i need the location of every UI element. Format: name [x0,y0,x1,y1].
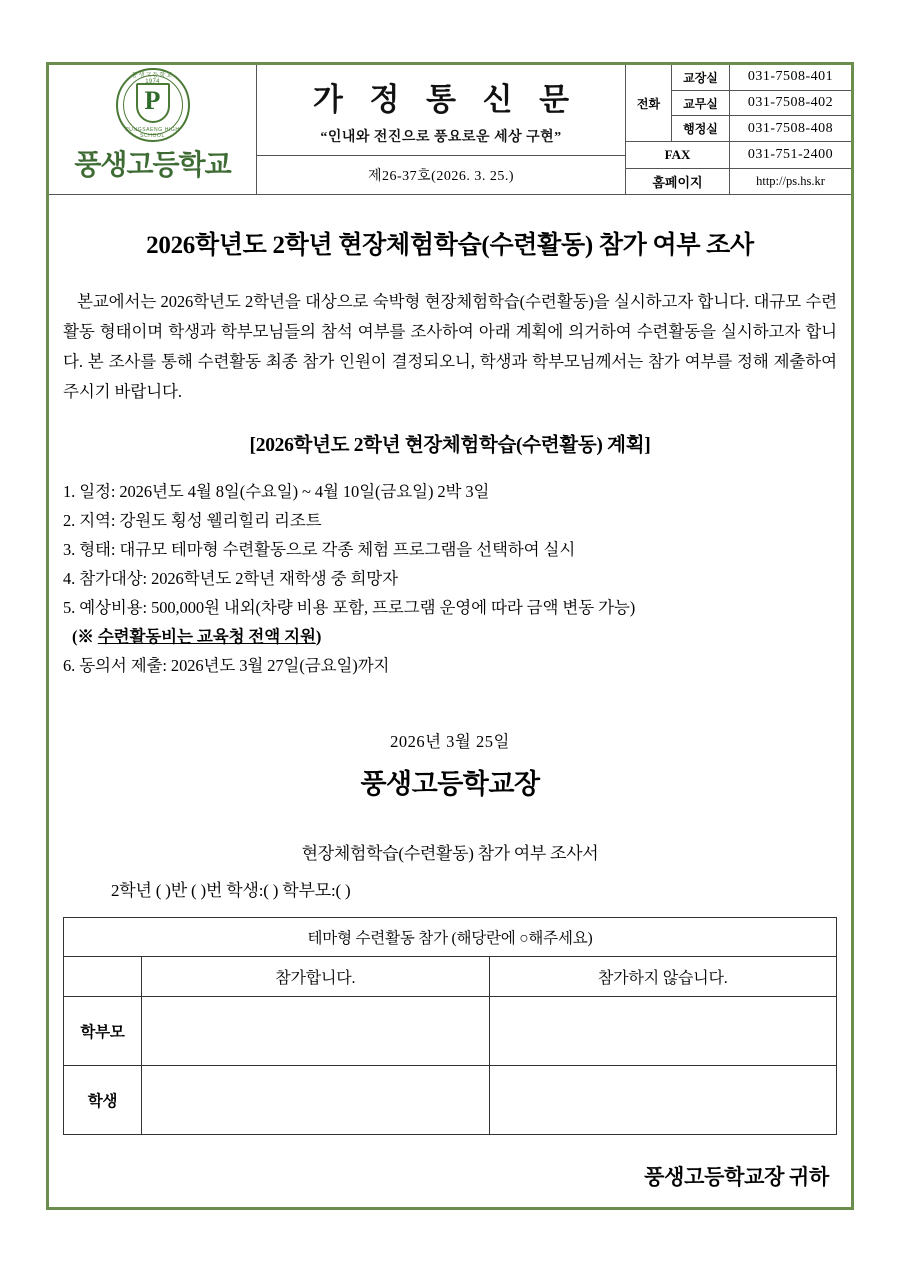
table-row [672,65,851,91]
page-title: 2026학년도 2학년 현장체험학습(수련활동) 참가 여부 조사 [146,232,754,259]
list-item: 6. 동의서 제출: 2026년도 3월 27일(금요일)까지 [63,656,390,675]
answer-table-corner-cell [64,957,142,997]
school-name-label: 풍생고등학교 [74,149,231,180]
list-item: 1. 일정: 2026년도 4월 8일(수요일) ~ 4월 10일(금요일) 2박 3일 [63,482,490,501]
emblem-arc-top-text: 풍생고등학교 [131,73,174,79]
phone-office-number: 031-7508-402 [747,95,834,111]
homepage-url[interactable]: http://ps.hs.kr [756,173,825,188]
phone-office-label: 교장실 [672,65,730,90]
contact-info-table [625,65,851,194]
plan-cost-note [63,622,837,651]
document-page-frame [46,62,854,1210]
emblem-year-text: 1974 [145,79,160,85]
homepage-row [626,169,851,194]
masthead [49,65,851,195]
phone-office-number: 031-7508-401 [747,69,834,85]
table-row [672,91,851,117]
phone-office-label: 행정실 [672,116,730,141]
masthead-logo-cell [49,65,257,194]
phone-label: 전화 [626,65,672,141]
table-row [672,116,851,141]
signature-principal: 풍생고등학교장 [360,769,540,799]
masthead-title-block [257,65,625,156]
homepage-label: 홈페이지 [626,169,730,194]
reply-slip-fields-line: 2학년 ( )반 ( )번 학생:( ) 학부모:( ) [111,881,351,900]
fax-row [626,142,851,168]
issue-number: 제26-37호(2026. 3. 25.) [367,169,515,184]
emblem-monogram-text: P [144,86,161,115]
phone-office-label: 교무실 [672,91,730,116]
column-header-attend: 참가합니다. [142,957,490,997]
answer-cell-student-not-attend[interactable] [489,1066,837,1135]
row-label-student: 학생 [64,1066,142,1135]
fax-number: 031-751-2400 [747,146,834,162]
plan-note-underlined: 수련활동비는 교육청 전액 지원 [97,627,316,646]
intro-paragraph: 본교에서는 2026학년도 2학년을 대상으로 숙박형 현장체험학습(수련활동)을 실시하고자 합니다. 대규모 수련활동 형태이며 학생과 학부모님들의 참석 여부를 조사하여 아래 계획에 의거하여 수련활동을 실시하고자 합니다. 본 조사를 통해 수련활동 최종 참가 인원이 결정되오니, 학생과 학부모님께서는 참가 여부를 정해 제출하여 주시기 바랍니다. [63,292,837,401]
plan-section-heading: [2026학년도 2학년 현장체험학습(수련활동) 계획] [249,435,651,456]
answer-cell-parent-attend[interactable] [142,997,490,1066]
masthead-center-cell [257,65,625,194]
reply-slip-title: 현장체험학습(수련활동) 참가 여부 조사서 [301,844,599,863]
answer-table-header: 테마형 수련활동 참가 (해당란에 ○해주세요) [64,918,837,957]
table-row [64,957,837,997]
phone-office-number: 031-7508-408 [747,120,834,136]
fax-label: FAX [626,142,730,167]
school-emblem-icon [116,68,190,142]
list-item: 4. 참가대상: 2026학년도 2학년 재학생 중 희망자 [63,569,398,588]
phone-rows [672,65,851,141]
list-item: 3. 형태: 대규모 테마형 수련활동으로 각종 체험 프로그램을 선택하여 실시 [63,540,576,559]
document-body [49,195,851,1191]
answer-cell-student-attend[interactable] [142,1066,490,1135]
table-row [64,997,837,1066]
participation-answer-table [63,917,837,1135]
phone-section [626,65,851,142]
signature-date: 2026년 3월 25일 [390,732,510,751]
plan-list [63,477,837,680]
column-header-not-attend: 참가하지 않습니다. [489,957,837,997]
school-motto: “인내와 전진으로 풍요로운 세상 구현” [320,130,562,145]
plan-note-close: ) [315,627,322,646]
answer-cell-parent-not-attend[interactable] [489,997,837,1066]
plan-note-open: (※ [72,627,98,646]
newsletter-title: 가 정 통 신 문 [312,82,579,117]
row-label-parent: 학부모 [64,997,142,1066]
footer-addressee: 풍생고등학교장 귀하 [644,1165,829,1189]
table-row [64,1066,837,1135]
table-row [64,918,837,957]
list-item: 2. 지역: 강원도 횡성 웰리힐리 리조트 [63,511,322,530]
list-item: 5. 예상비용: 500,000원 내외(차량 비용 포함, 프로그램 운영에 따라 금액 변동 가능) [63,598,636,617]
emblem-arc-bottom-text: PUNGSAENG HIGH SCHOOL [125,127,180,139]
